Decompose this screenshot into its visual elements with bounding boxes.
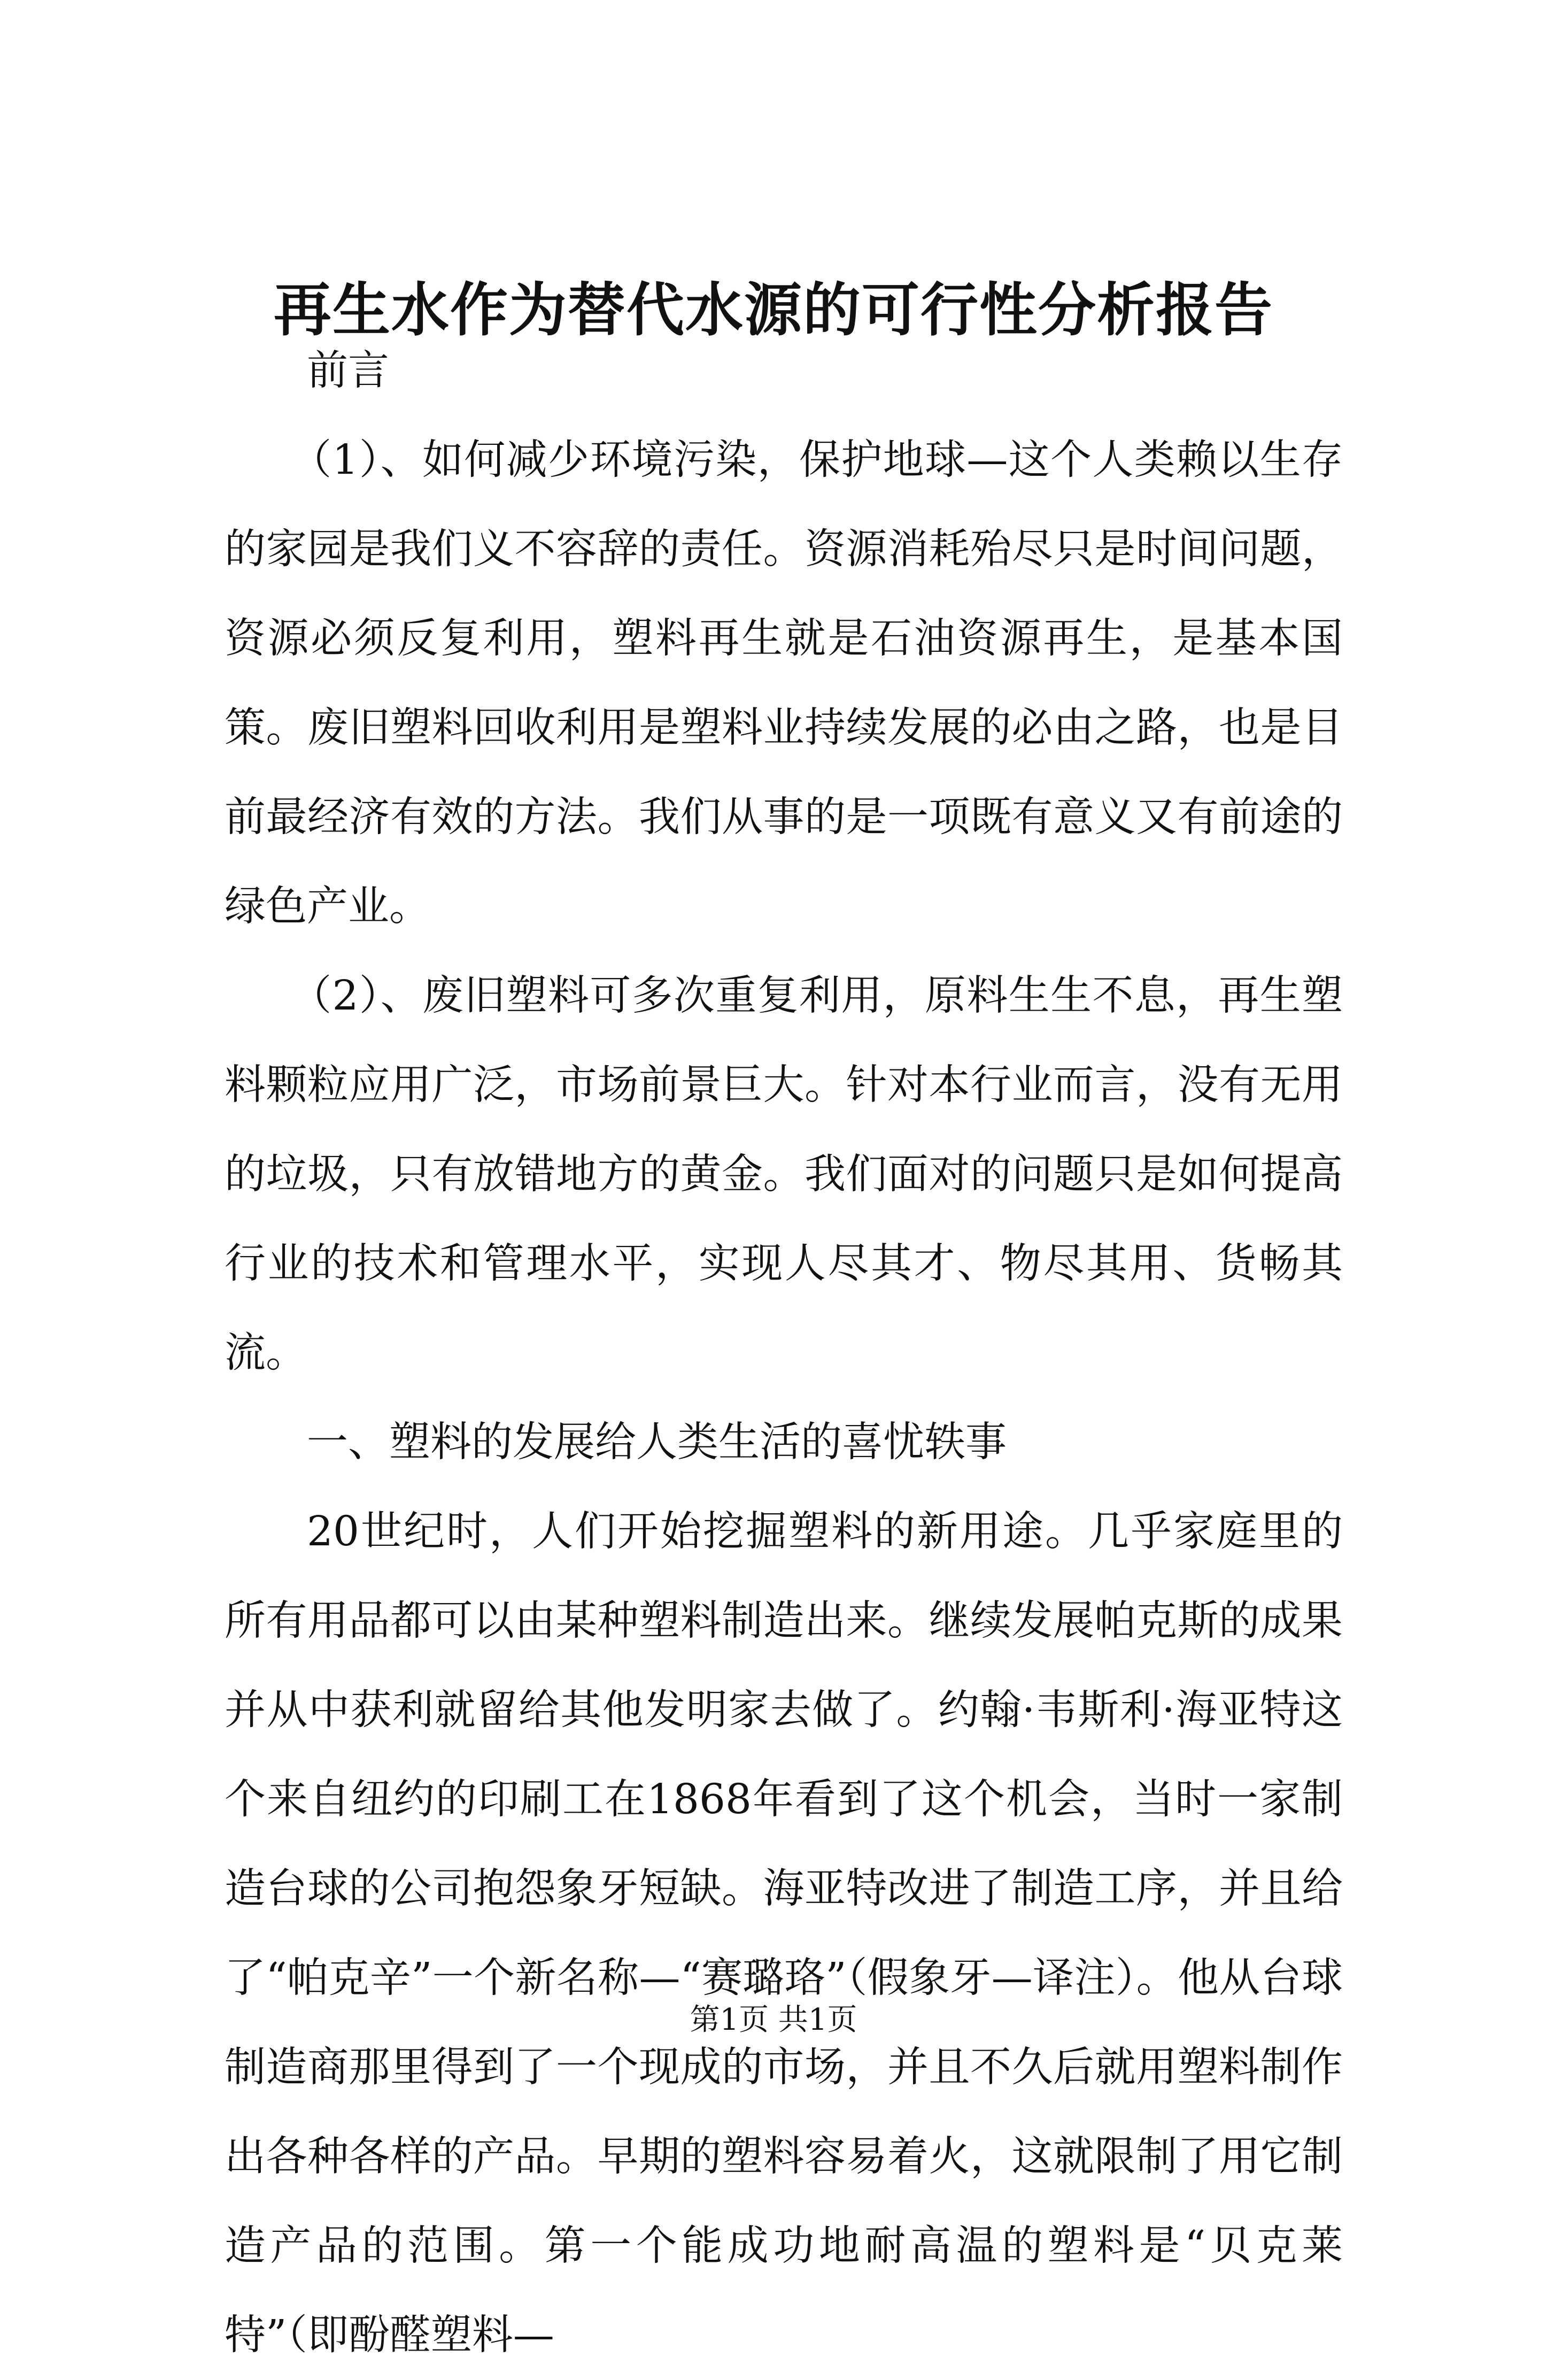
preface-heading: 前言 (307, 347, 389, 395)
page-footer: 第1页 共1页 (690, 2002, 857, 2037)
document-body (225, 326, 1343, 2380)
section-paragraph: 20世纪时，人们开始挖掘塑料的新用途。几乎家庭里的所有用品都可以由某种塑料制造出来。继续发展帕克斯的成果并从中获利就留给其他发明家去做了。约翰·韦斯利·海亚特这个来自纽约的印刷工在1868年看到了这个机会，当时一家制造台球的公司抱怨象牙短缺。海亚特改进了制造工序，并且给了“帕克辛”一个新名称—“赛璐珞”（假象牙—译注）。他从台球制造商那里得到了一个现成的市场，并且不久后就用塑料制作出各种各样的产品。早期的塑料容易着火，这就限制了用它制造产品的范围。第一个能成功地耐高温的塑料是“贝克莱特”（即酚醛塑料— (225, 1508, 1343, 2359)
paragraph-2: （2）、废旧塑料可多次重复利用，原料生生不息，再生塑料颗粒应用广泛，市场前景巨大。针对本行业而言，没有无用的垃圾，只有放错地方的黄金。我们面对的问题只是如何提高行业的技术和管理水平，实现人尽其才、物尽其用、货畅其流。 (225, 972, 1343, 1377)
document-title: 再生水作为替代水源的可行性分析报告 (273, 276, 1273, 344)
paragraph-1: （1）、如何减少环境污染，保护地球—这个人类赖以生存的家园是我们义不容辞的责任。资源消耗殆尽只是时间问题，资源必须反复利用，塑料再生就是石油资源再生，是基本国策。废旧塑料回收利用是塑料业持续发展的必由之路，也是目前最经济有效的方法。我们从事的是一项既有意义又有前途的绿色产业。 (225, 436, 1343, 930)
section-heading: 一、塑料的发展给人类生活的喜忧轶事 (307, 1419, 1007, 1466)
